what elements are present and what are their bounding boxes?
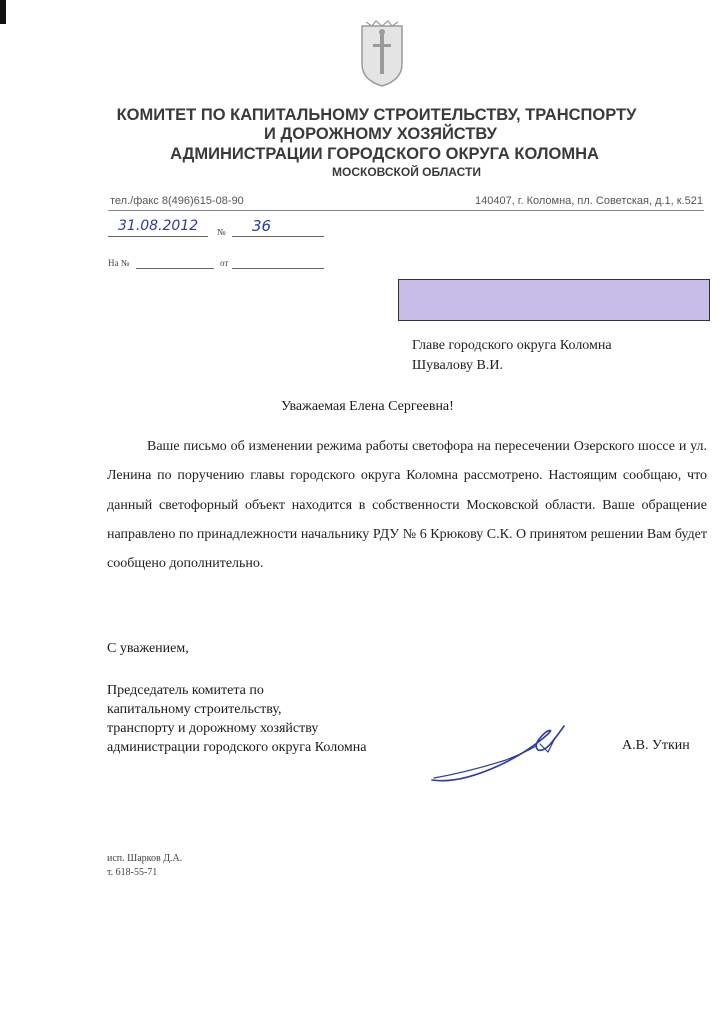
letterhead-line-1: КОМИТЕТ ПО КАПИТАЛЬНОМУ СТРОИТЕЛЬСТВУ, ТРАНСПОРТУ [116, 106, 637, 124]
letterhead-line-3: АДМИНИСТРАЦИИ ГОРОДСКОГО ОКРУГА КОЛОМНА [170, 145, 599, 163]
closing: С уважением, [107, 641, 189, 656]
executor-name: исп. Шарков Д.А. [107, 853, 183, 864]
letter-body [107, 432, 707, 578]
redacted-block [398, 279, 710, 321]
addressee-line-2: Шувалову В.И. [412, 358, 503, 373]
outgoing-number: 36 [252, 217, 272, 235]
scan-corner-mark [0, 0, 6, 24]
date-underline [108, 236, 208, 237]
body-paragraph: Ваше письмо об изменении режима работы светофора на пересечении Озерского шоссе и ул. Ленина по поручению главы городского округа Коломна рассмотрено. Настоящим сообщаю, что данный светофорный объект находится в собственности Московской области. Ваше обращение направлено по принадлежности начальнику РДУ № 6 Крюкову С.К. О принятом решении Вам будет сообщено дополнительно. [107, 439, 707, 572]
letterhead-region: МОСКОВСКОЙ ОБЛАСТИ [332, 165, 481, 179]
signatory-title-line-4: администрации городского округа Коломна [107, 740, 367, 755]
addressee-line-1: Главе городского округа Коломна [412, 338, 612, 353]
greeting: Уважаемая Елена Сергеевна! [281, 399, 454, 414]
contact-address: 140407, г. Коломна, пл. Советская, д.1, к.521 [474, 195, 703, 207]
outgoing-date: 31.08.2012 [118, 218, 199, 234]
letterhead-line-2: И ДОРОЖНОМУ ХОЗЯЙСТВУ [264, 125, 497, 143]
signatory-title-line-1: Председатель комитета по [107, 683, 264, 698]
coat-of-arms-icon [358, 20, 406, 88]
signatory-title [107, 681, 367, 757]
signatory-name: А.В. Уткин [622, 738, 690, 753]
signatory-title-line-2: капитальному строительству, [107, 702, 282, 717]
reply-to-label: На № [108, 258, 130, 268]
from-label: от [220, 258, 229, 268]
number-label: № [217, 227, 226, 237]
number-underline [232, 236, 324, 237]
executor-info [107, 852, 182, 880]
reply-number-line [136, 268, 214, 269]
handwritten-signature [428, 722, 578, 786]
reply-date-line [232, 268, 324, 269]
letterhead-divider [108, 210, 704, 211]
executor-phone: т. 618-55-71 [107, 867, 158, 878]
signatory-title-line-3: транспорту и дорожному хозяйству [107, 721, 319, 736]
contact-phone: тел./факс 8(496)615-08-90 [110, 195, 244, 207]
